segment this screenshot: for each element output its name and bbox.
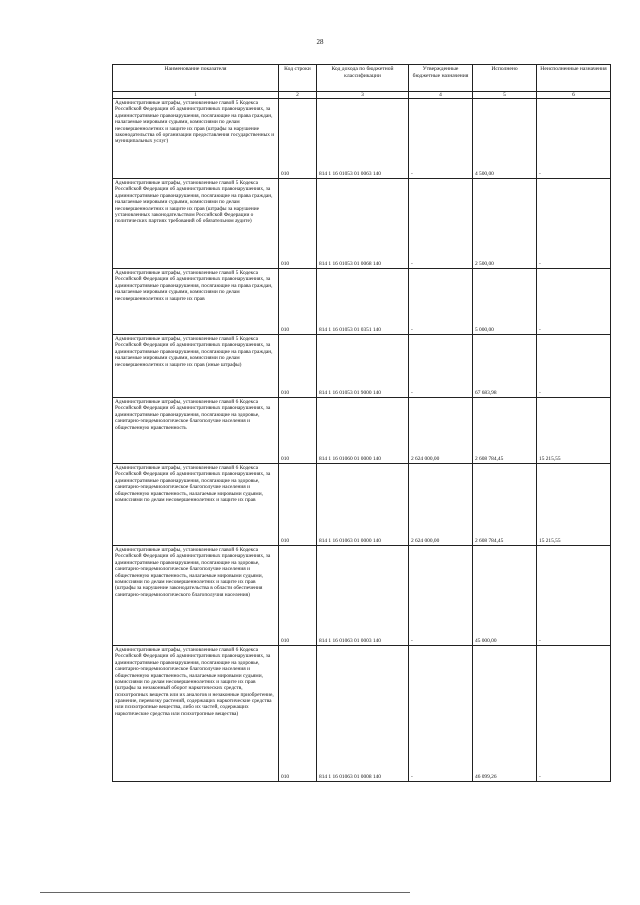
- executed-cell: 45 000,00: [473, 546, 537, 646]
- budget-execution-table: [112, 64, 611, 782]
- line-code-cell: 010: [279, 646, 317, 782]
- executed-cell: 2 608 784,45: [473, 398, 537, 464]
- table-row: [113, 269, 611, 335]
- indicator-name: Административные штрафы, установленные главой 5 Кодекса Российской Федерации об административных правонарушениях, за административные правонарушения, посягающие на права граждан, налагаемые мировыми судьями, комиссиями по делам несовершеннолетних и защите их прав (иные штрафы): [115, 336, 273, 368]
- line-code-cell: 010: [279, 398, 317, 464]
- indicator-name-cell: [113, 99, 279, 179]
- page-number: 28: [316, 38, 324, 46]
- footer-divider: [40, 892, 410, 893]
- column-number: 6: [537, 92, 611, 99]
- indicator-name: Административные штрафы, установленные главой 6 Кодекса Российской Федерации об административных правонарушениях, за административные правонарушения, посягающие на здоровье, санитарно-эпидемиологическое благополучие населения и общественную нравственность, налагаемые мировыми судьями, комиссиями по делам несовершеннолетних и защите их прав: [115, 465, 271, 503]
- budget-code-cell: 814 1 16 01053 01 9000 140: [317, 335, 409, 398]
- executed-cell: 46 099,26: [473, 646, 537, 782]
- header-line-code: Код строки: [279, 65, 317, 92]
- approved-cell: -: [409, 179, 473, 269]
- indicator-name: Административные штрафы, установленные главой 6 Кодекса Российской Федерации об административных правонарушениях, за административные правонарушения, посягающие на здоровье, санитарно-эпидемиологическое благополучие населения и общественную нравственность, налагаемые мировыми судьями, комиссиями по делам несовершеннолетних и защите их прав (штрафы за незаконный оборот наркотических средств, психотропных веществ или их аналогов и незаконные приобретение, хранение, перевозку растений, содержащих наркотические средства или психотропные вещества, либо их частей, содержащих наркотические средства или психотропные вещества): [115, 647, 274, 717]
- indicator-name: Административные штрафы, установленные главой 5 Кодекса Российской Федерации об административных правонарушениях, за административные правонарушения, посягающие на права граждан, налагаемые мировыми судьями, комиссиями по делам несовершеннолетних и защите их прав (штрафы за нарушение установленных законодательством Российской Федерации о политических партиях требований об обязательном аудите): [115, 180, 273, 225]
- indicator-name-cell: [113, 335, 279, 398]
- line-code-cell: 010: [279, 269, 317, 335]
- executed-cell: 2 608 784,45: [473, 464, 537, 546]
- unexecuted-cell: -: [537, 546, 611, 646]
- budget-code-cell: 814 1 16 01060 01 0000 140: [317, 398, 409, 464]
- indicator-name-cell: [113, 398, 279, 464]
- table-row: [113, 335, 611, 398]
- executed-cell: 67 683,98: [473, 335, 537, 398]
- line-code-cell: 010: [279, 546, 317, 646]
- table-row: [113, 646, 611, 782]
- header-budget-classification-code: Код дохода по бюджетной классификации: [317, 65, 409, 92]
- indicator-name-cell: [113, 646, 279, 782]
- budget-code-cell: 814 1 16 01053 01 0351 140: [317, 269, 409, 335]
- unexecuted-cell: -: [537, 646, 611, 782]
- approved-cell: -: [409, 546, 473, 646]
- budget-code-cell: 814 1 16 01063 01 0008 140: [317, 646, 409, 782]
- approved-cell: 2 624 000,00: [409, 464, 473, 546]
- header-approved-appropriations: Утвержденные бюджетные назначения: [409, 65, 473, 92]
- table-row: [113, 464, 611, 546]
- indicator-name: Административные штрафы, установленные главой 6 Кодекса Российской Федерации об административных правонарушениях, за административные правонарушения, посягающие на здоровье, санитарно-эпидемиологическое благополучие населения и общественную нравственность: [115, 399, 271, 431]
- unexecuted-cell: -: [537, 335, 611, 398]
- line-code-cell: 010: [279, 464, 317, 546]
- indicator-name: Административные штрафы, установленные главой 6 Кодекса Российской Федерации об административных правонарушениях, за административные правонарушения, посягающие на здоровье, санитарно-эпидемиологическое благополучие населения и общественную нравственность, налагаемые мировыми судьями, комиссиями по делам несовершеннолетних и защите их прав (штрафы за нарушение законодательства в области обеспечения санитарно-эпидемиологического благополучия населения): [115, 547, 271, 598]
- indicator-name-cell: [113, 269, 279, 335]
- indicator-name-cell: [113, 464, 279, 546]
- unexecuted-cell: -: [537, 179, 611, 269]
- approved-cell: 2 624 000,00: [409, 398, 473, 464]
- column-number: 2: [279, 92, 317, 99]
- executed-cell: 2 500,00: [473, 179, 537, 269]
- line-code-cell: 010: [279, 179, 317, 269]
- budget-code-cell: 814 1 16 01063 01 0003 140: [317, 546, 409, 646]
- budget-code-cell: 814 1 16 01053 01 0068 140: [317, 179, 409, 269]
- column-number: 1: [113, 92, 279, 99]
- table-row: [113, 99, 611, 179]
- unexecuted-cell: 15 215,55: [537, 464, 611, 546]
- header-indicator-name: Наименование показателя: [113, 65, 279, 92]
- table-row: [113, 546, 611, 646]
- table-header-row: [113, 65, 611, 92]
- budget-code-cell: 814 1 16 01063 01 0000 140: [317, 464, 409, 546]
- column-number-row: [113, 92, 611, 99]
- approved-cell: -: [409, 335, 473, 398]
- indicator-name-cell: [113, 179, 279, 269]
- unexecuted-cell: 15 215,55: [537, 398, 611, 464]
- header-executed: Исполнено: [473, 65, 537, 92]
- column-number: 4: [409, 92, 473, 99]
- indicator-name: Административные штрафы, установленные главой 5 Кодекса Российской Федерации об административных правонарушениях, за административные правонарушения, посягающие на права граждан, налагаемые мировыми судьями, комиссиями по делам несовершеннолетних и защите их прав (штрафы за нарушение законодательства об организации предоставления государственных и муниципальных услуг): [115, 100, 275, 145]
- approved-cell: -: [409, 646, 473, 782]
- indicator-name-cell: [113, 546, 279, 646]
- line-code-cell: 010: [279, 335, 317, 398]
- executed-cell: 4 500,00: [473, 99, 537, 179]
- line-code-cell: 010: [279, 99, 317, 179]
- approved-cell: -: [409, 99, 473, 179]
- unexecuted-cell: -: [537, 269, 611, 335]
- table-row: [113, 179, 611, 269]
- unexecuted-cell: -: [537, 99, 611, 179]
- column-number: 5: [473, 92, 537, 99]
- header-unexecuted-appropriations: Неисполненные назначения: [537, 65, 611, 92]
- column-number: 3: [317, 92, 409, 99]
- approved-cell: -: [409, 269, 473, 335]
- table-row: [113, 398, 611, 464]
- indicator-name: Административные штрафы, установленные главой 5 Кодекса Российской Федерации об административных правонарушениях, за административные правонарушения, посягающие на права граждан, налагаемые мировыми судьями, комиссиями по делам несовершеннолетних и защите их прав: [115, 270, 273, 302]
- budget-code-cell: 814 1 16 01053 01 0063 140: [317, 99, 409, 179]
- executed-cell: 5 000,00: [473, 269, 537, 335]
